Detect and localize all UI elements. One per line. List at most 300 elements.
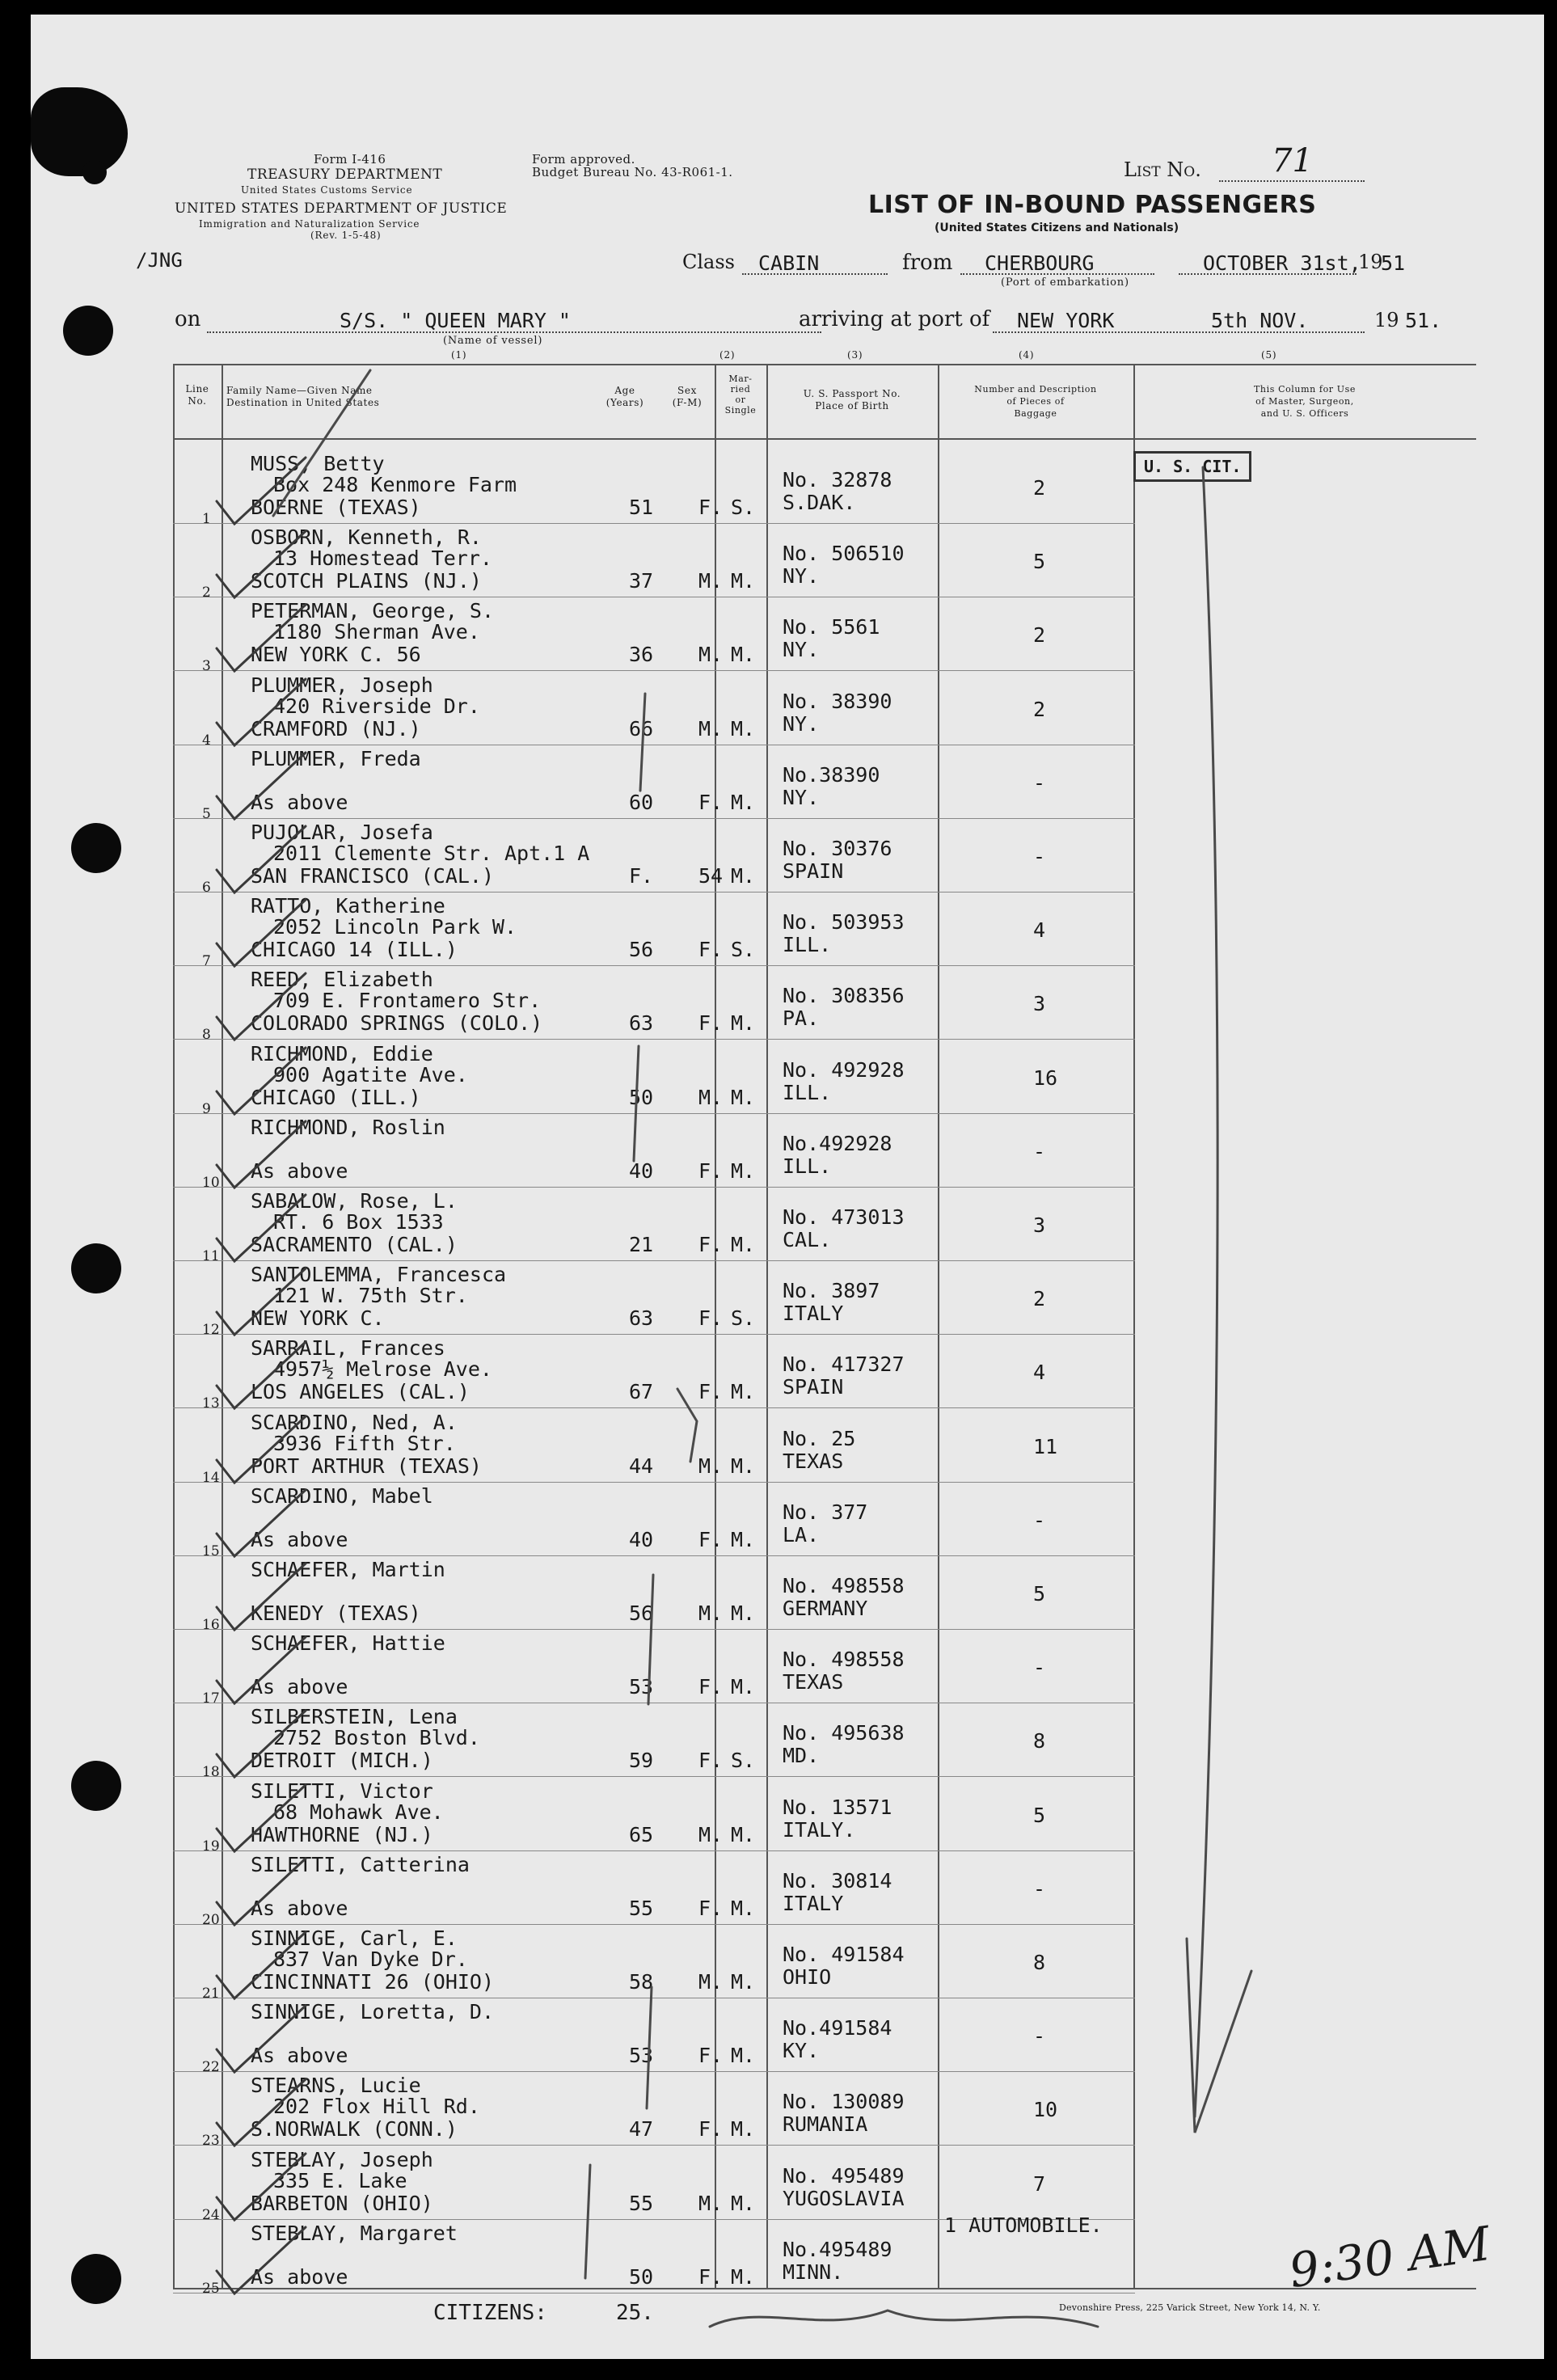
passenger-name: SCHAEFER, Martin: [251, 1558, 445, 1581]
age: 60: [629, 791, 654, 814]
destination: BARBETON (OHIO): [251, 2192, 433, 2215]
passenger-name: SILETTI, Victor: [251, 1779, 433, 1803]
form-approved: Form approved.: [532, 152, 635, 167]
passport-number: No. 30376: [783, 837, 892, 860]
passenger-name: STEBLAY, Joseph: [251, 2148, 433, 2171]
passenger-name: RICHMOND, Eddie: [251, 1042, 433, 1066]
address-line-1: 2011 Clemente Str. Apt.1 A: [273, 842, 590, 865]
passport-number: No. 498558: [783, 1648, 905, 1671]
address-line-1: 837 Van Dyke Dr.: [273, 1947, 468, 1971]
passenger-name: OSBORN, Kenneth, R.: [251, 525, 482, 549]
port-of-embarkation: CHERBOURG: [985, 251, 1095, 275]
passport-number: No. 473013: [783, 1205, 905, 1229]
col-num-4: (4): [1019, 349, 1035, 361]
on-label: on: [175, 307, 201, 331]
marital-status: M.: [731, 1970, 756, 1994]
marital-status: M.: [731, 864, 756, 888]
marital-status: M.: [731, 2044, 756, 2067]
printer-imprint: Devonshire Press, 225 Varick Street, New York 14, N. Y.: [1059, 2302, 1321, 2313]
col-header-line: Line No.: [185, 383, 209, 407]
age: 44: [629, 1454, 654, 1478]
destination: SACRAMENTO (CAL.): [251, 1233, 458, 1256]
arrival-port: NEW YORK: [1017, 309, 1115, 332]
sex: M.: [698, 1823, 724, 1846]
passport-number: No. 492928: [783, 1058, 905, 1082]
baggage-count: -: [1033, 2024, 1046, 2048]
passenger-name: SCHAEFER, Hattie: [251, 1631, 445, 1655]
address-line-1: RT. 6 Box 1533: [273, 1210, 444, 1234]
address-line-1: 335 E. Lake: [273, 2169, 407, 2192]
passport-number: No. 38390: [783, 690, 892, 713]
line-number: 19: [202, 1838, 220, 1855]
baggage-count: 7: [1033, 2172, 1046, 2196]
treasury-dept: TREASURY DEPARTMENT: [247, 167, 443, 183]
pencil-bar: [585, 2165, 590, 2278]
line-number: 16: [202, 1617, 220, 1633]
page-subtitle: (United States Citizens and Nationals): [935, 222, 1179, 234]
col-header-name: Family Name—Given Name Destination in United States: [226, 385, 380, 408]
line-number: 3: [202, 658, 211, 674]
col-header-age: Age (Years): [606, 385, 644, 408]
destination: CHICAGO (ILL.): [251, 1086, 421, 1109]
page-title: LIST OF IN-BOUND PASSENGERS: [868, 191, 1317, 219]
baggage-count: 10: [1033, 2098, 1058, 2121]
sex: F.: [698, 496, 724, 519]
arriving-label: arriving at port of: [799, 307, 990, 331]
arrival-date: 5th NOV.: [1211, 309, 1309, 332]
citizens-count: 25.: [616, 2301, 654, 2325]
marital-status: S.: [731, 938, 756, 961]
sex: 54: [698, 864, 724, 888]
line-number: 18: [202, 1764, 220, 1780]
passport-number: No. 506510: [783, 542, 905, 565]
passport-number: No.491584: [783, 2016, 892, 2040]
place-of-birth: RUMANIA: [783, 2112, 868, 2136]
embark-date: OCTOBER 31st,: [1203, 251, 1361, 275]
line-number: 17: [202, 1690, 220, 1707]
marital-status: M.: [731, 1823, 756, 1846]
baggage-count: -: [1033, 1877, 1046, 1901]
list-number: 71: [1272, 142, 1313, 179]
marital-status: M.: [731, 1011, 756, 1035]
place-of-birth: NY.: [783, 786, 820, 809]
address-line-1: 1180 Sherman Ave.: [273, 620, 480, 644]
destination: NEW YORK C.: [251, 1306, 385, 1330]
place-of-birth: ITALY: [783, 1892, 844, 1915]
address-line-1: 900 Agatite Ave.: [273, 1063, 468, 1087]
place-of-birth: KY.: [783, 2039, 820, 2062]
sex: F.: [698, 938, 724, 961]
passport-number: No. 495489: [783, 2164, 905, 2188]
marital-status: S.: [731, 1749, 756, 1772]
col-header-officers: This Column for Use of Master, Surgeon, and U. S. Officers: [1253, 384, 1356, 419]
sex: F.: [698, 1011, 724, 1035]
age: 53: [629, 1675, 654, 1698]
line-number: 14: [202, 1470, 220, 1486]
age: 58: [629, 1970, 654, 1994]
destination: PORT ARTHUR (TEXAS): [251, 1454, 482, 1478]
line-number: 7: [202, 953, 211, 969]
age: 51: [629, 496, 654, 519]
destination: CRAMFORD (NJ.): [251, 717, 421, 741]
budget-bureau: Budget Bureau No. 43-R061-1.: [532, 165, 733, 179]
baggage-count: 2: [1033, 476, 1046, 500]
sex: M.: [698, 1601, 724, 1625]
embark-caption: (Port of embarkation): [1001, 276, 1129, 289]
pencil-bar: [640, 694, 645, 791]
passport-number: No. 503953: [783, 910, 905, 934]
passport-number: No. 25: [783, 1427, 856, 1450]
marital-status: M.: [731, 1528, 756, 1551]
vessel-caption: (Name of vessel): [443, 335, 543, 347]
age: 40: [629, 1528, 654, 1551]
place-of-birth: S.DAK.: [783, 491, 856, 514]
baggage-count: -: [1033, 845, 1046, 868]
passenger-name: STEBLAY, Margaret: [251, 2222, 458, 2245]
sex: M.: [698, 1086, 724, 1109]
age: 55: [629, 1897, 654, 1920]
baggage-count: 11: [1033, 1435, 1058, 1458]
marital-status: M.: [731, 1897, 756, 1920]
citizens-label: CITIZENS:: [433, 2301, 547, 2325]
age: 63: [629, 1011, 654, 1035]
passport-number: No. 130089: [783, 2090, 905, 2113]
class-label: Class: [682, 251, 735, 273]
line-number: 25: [202, 2281, 220, 2297]
embark-year: 51: [1381, 251, 1406, 275]
place-of-birth: ILL.: [783, 1081, 832, 1104]
passenger-name: SILETTI, Catterina: [251, 1853, 470, 1876]
marital-status: M.: [731, 2117, 756, 2141]
passport-number: No. 498558: [783, 1574, 905, 1597]
baggage-count: -: [1033, 1656, 1046, 1679]
marital-status: S.: [731, 1306, 756, 1330]
place-of-birth: SPAIN: [783, 1375, 844, 1399]
sex: M.: [698, 643, 724, 666]
line-number: 9: [202, 1101, 211, 1117]
pencil-slash: [273, 370, 370, 516]
destination: BOERNE (TEXAS): [251, 496, 421, 519]
marital-status: M.: [731, 1086, 756, 1109]
place-of-birth: YUGOSLAVIA: [783, 2187, 905, 2210]
sex: M.: [698, 1970, 724, 1994]
baggage-count: -: [1033, 1140, 1046, 1163]
arrival-year-prefix: 19: [1374, 309, 1399, 331]
passport-number: No.492928: [783, 1132, 892, 1155]
marital-status: M.: [731, 2265, 756, 2289]
age: 47: [629, 2117, 654, 2141]
destination: SAN FRANCISCO (CAL.): [251, 864, 495, 888]
marital-status: M.: [731, 2192, 756, 2215]
destination: DETROIT (MICH.): [251, 1749, 433, 1772]
passenger-name: PUJOLAR, Josefa: [251, 821, 433, 844]
line-number: 20: [202, 1912, 220, 1928]
marital-status: S.: [731, 496, 756, 519]
col-num-1: (1): [451, 349, 467, 361]
age: F.: [629, 864, 654, 888]
line-number: 24: [202, 2207, 220, 2223]
address-line-1: 3936 Fifth Str.: [273, 1432, 456, 1455]
destination: SCOTCH PLAINS (NJ.): [251, 569, 482, 593]
line-number: 11: [202, 1248, 220, 1264]
sex: F.: [698, 1528, 724, 1551]
marital-status: M.: [731, 791, 756, 814]
embark-year-prefix: 19: [1358, 251, 1383, 273]
passenger-name: SINNIGE, Carl, E.: [251, 1926, 458, 1950]
passenger-name: SARRAIL, Frances: [251, 1336, 445, 1360]
line-number: 15: [202, 1543, 220, 1559]
line-number: 12: [202, 1322, 220, 1338]
baggage-count: 3: [1033, 992, 1046, 1015]
passport-number: No. 32878: [783, 468, 892, 492]
pencil-bar: [647, 1987, 652, 2108]
marital-status: M.: [731, 1454, 756, 1478]
age: 21: [629, 1233, 654, 1256]
line-number: 8: [202, 1027, 211, 1043]
address-line-1: 709 E. Frontamero Str.: [273, 989, 542, 1012]
ins-service: Immigration and Naturalization Service: [199, 218, 420, 230]
marital-status: M.: [731, 717, 756, 741]
place-of-birth: LA.: [783, 1523, 820, 1547]
sex: F.: [698, 1749, 724, 1772]
marital-status: M.: [731, 1601, 756, 1625]
passport-number: No. 491584: [783, 1943, 905, 1966]
passport-number: No. 417327: [783, 1352, 905, 1376]
sex: F.: [698, 2117, 724, 2141]
pencil-bar: [648, 1575, 653, 1704]
place-of-birth: NY.: [783, 564, 820, 588]
destination: As above: [251, 1897, 348, 1920]
sex: F.: [698, 2265, 724, 2289]
passport-number: No. 30814: [783, 1869, 892, 1893]
sex: F.: [698, 1306, 724, 1330]
form-number: Form I-416: [314, 152, 386, 167]
col-num-2: (2): [719, 349, 736, 361]
place-of-birth: OHIO: [783, 1965, 832, 1989]
place-of-birth: ILL.: [783, 1154, 832, 1178]
passenger-name: RATTO, Katherine: [251, 894, 445, 918]
col-num-5: (5): [1261, 349, 1277, 361]
passenger-name: MUSS, Betty: [251, 452, 385, 475]
passenger-name: SABALOW, Rose, L.: [251, 1189, 458, 1213]
line-number: 10: [202, 1175, 220, 1191]
line-number: 6: [202, 880, 211, 896]
list-no-label: List No.: [1124, 158, 1201, 181]
place-of-birth: PA.: [783, 1006, 820, 1030]
age: 55: [629, 2192, 654, 2215]
line-number: 22: [202, 2059, 220, 2075]
sex: F.: [698, 1675, 724, 1698]
passenger-name: REED, Elizabeth: [251, 968, 433, 991]
place-of-birth: ITALY.: [783, 1818, 856, 1842]
destination: HAWTHORNE (NJ.): [251, 1823, 433, 1846]
passenger-name: PLUMMER, Joseph: [251, 673, 433, 697]
customs-service: United States Customs Service: [241, 184, 413, 196]
baggage-count: 8: [1033, 1951, 1046, 1974]
place-of-birth: NY.: [783, 638, 820, 661]
marital-status: M.: [731, 1675, 756, 1698]
destination: CHICAGO 14 (ILL.): [251, 938, 458, 961]
place-of-birth: GERMANY: [783, 1597, 868, 1620]
age: 40: [629, 1159, 654, 1183]
address-line-1: 2052 Lincoln Park W.: [273, 915, 517, 939]
passenger-name: PLUMMER, Freda: [251, 747, 421, 770]
passenger-name: SILBERSTEIN, Lena: [251, 1705, 458, 1728]
marital-status: M.: [731, 1380, 756, 1403]
age: 50: [629, 1086, 654, 1109]
destination: As above: [251, 1159, 348, 1183]
destination: As above: [251, 2044, 348, 2067]
sex: F.: [698, 791, 724, 814]
address-line-1: 13 Homestead Terr.: [273, 546, 492, 570]
arrival-time-note: 9:30 AM: [1285, 2215, 1494, 2299]
marital-status: M.: [731, 569, 756, 593]
place-of-birth: TEXAS: [783, 1670, 844, 1694]
baggage-count: 16: [1033, 1066, 1058, 1090]
col-header-passport: U. S. Passport No. Place of Birth: [803, 388, 901, 411]
address-line-1: Box 248 Kenmore Farm: [273, 473, 517, 496]
place-of-birth: ITALY: [783, 1302, 844, 1325]
passenger-name: SINNIGE, Loretta, D.: [251, 2000, 495, 2023]
line-number: 21: [202, 1985, 220, 2002]
class-value: CABIN: [758, 251, 820, 275]
place-of-birth: SPAIN: [783, 859, 844, 883]
sex: M.: [698, 1454, 724, 1478]
place-of-birth: TEXAS: [783, 1450, 844, 1473]
pencil-scribble: [677, 1389, 697, 1462]
baggage-count: 5: [1033, 1804, 1046, 1827]
arrival-year: 51.: [1405, 309, 1442, 332]
destination: As above: [251, 791, 348, 814]
pencil-bar: [634, 1046, 639, 1161]
col-header-married: Mar- ried or Single: [724, 373, 757, 416]
sex: F.: [698, 1897, 724, 1920]
passenger-name: STEARNS, Lucie: [251, 2074, 421, 2097]
age: 65: [629, 1823, 654, 1846]
line-number: 4: [202, 732, 211, 749]
line-number: 1: [202, 511, 211, 527]
destination: As above: [251, 2265, 348, 2289]
col-header-baggage: Number and Description of Pieces of Baggage: [974, 384, 1097, 419]
place-of-birth: NY.: [783, 712, 820, 736]
age: 63: [629, 1306, 654, 1330]
us-citizen-stamp: U. S. CIT.: [1133, 451, 1251, 482]
destination: LOS ANGELES (CAL.): [251, 1380, 470, 1403]
sex: F.: [698, 2044, 724, 2067]
passport-number: No. 495638: [783, 1721, 905, 1745]
place-of-birth: CAL.: [783, 1228, 832, 1251]
col-num-3: (3): [847, 349, 863, 361]
baggage-count: -: [1033, 771, 1046, 795]
sex: F.: [698, 1159, 724, 1183]
address-line-1: 202 Flox Hill Rd.: [273, 2095, 480, 2118]
destination: S.NORWALK (CONN.): [251, 2117, 458, 2141]
address-line-1: 68 Mohawk Ave.: [273, 1800, 444, 1824]
baggage-count: -: [1033, 1509, 1046, 1532]
age: 53: [629, 2044, 654, 2067]
justice-dept: UNITED STATES DEPARTMENT OF JUSTICE: [175, 200, 508, 217]
place-of-birth: MD.: [783, 1744, 820, 1767]
sex: M.: [698, 2192, 724, 2215]
age: 67: [629, 1380, 654, 1403]
baggage-count: 2: [1033, 623, 1046, 647]
passenger-name: PETERMAN, George, S.: [251, 599, 495, 622]
marital-status: M.: [731, 1159, 756, 1183]
destination: COLORADO SPRINGS (COLO.): [251, 1011, 543, 1035]
age: 50: [629, 2265, 654, 2289]
automobile-note: 1 AUTOMOBILE.: [944, 2213, 1103, 2237]
baggage-count: 5: [1033, 550, 1046, 573]
passenger-name: SANTOLEMMA, Francesca: [251, 1263, 507, 1286]
vessel-name: S/S. " QUEEN MARY ": [340, 309, 571, 332]
col-header-sex: Sex (F-M): [672, 385, 703, 408]
address-line-1: 121 W. 75th Str.: [273, 1284, 468, 1307]
age: 66: [629, 717, 654, 741]
signature-scrawl: [710, 2310, 1098, 2327]
age: 56: [629, 938, 654, 961]
passenger-name: SCARDINO, Mabel: [251, 1484, 433, 1508]
pencil-marks: [31, 15, 1544, 2359]
initials: /JNG: [136, 249, 183, 272]
marital-status: M.: [731, 1233, 756, 1256]
baggage-count: 2: [1033, 698, 1046, 721]
destination: NEW YORK C. 56: [251, 643, 421, 666]
line-number: 5: [202, 806, 211, 822]
revision: (Rev. 1-5-48): [310, 230, 382, 241]
marital-status: M.: [731, 643, 756, 666]
sex: M.: [698, 717, 724, 741]
passport-number: No. 377: [783, 1500, 868, 1524]
passenger-name: SCARDINO, Ned, A.: [251, 1411, 458, 1434]
baggage-count: 3: [1033, 1213, 1046, 1237]
line-number: 23: [202, 2133, 220, 2149]
passport-number: No. 308356: [783, 984, 905, 1007]
manifest-page: [31, 15, 1544, 2359]
place-of-birth: ILL.: [783, 933, 832, 956]
passport-number: No.38390: [783, 763, 880, 787]
place-of-birth: MINN.: [783, 2260, 844, 2284]
destination: KENEDY (TEXAS): [251, 1601, 421, 1625]
age: 36: [629, 643, 654, 666]
passport-number: No. 13571: [783, 1796, 892, 1819]
destination: As above: [251, 1675, 348, 1698]
address-line-1: 2752 Boston Blvd.: [273, 1726, 480, 1749]
pencil-long-line: [1195, 467, 1217, 2116]
baggage-count: 4: [1033, 1361, 1046, 1384]
baggage-count: 8: [1033, 1729, 1046, 1753]
passenger-name: RICHMOND, Roslin: [251, 1116, 445, 1139]
line-number: 13: [202, 1395, 220, 1412]
age: 59: [629, 1749, 654, 1772]
line-number: 2: [202, 584, 211, 601]
passport-number: No.495489: [783, 2238, 892, 2261]
address-line-1: 420 Riverside Dr.: [273, 694, 480, 718]
destination: As above: [251, 1528, 348, 1551]
address-line-1: 4957½ Melrose Ave.: [273, 1357, 492, 1381]
age: 56: [629, 1601, 654, 1625]
destination: CINCINNATI 26 (OHIO): [251, 1970, 495, 1994]
baggage-count: 4: [1033, 918, 1046, 942]
baggage-count: 2: [1033, 1287, 1046, 1310]
sex: M.: [698, 569, 724, 593]
from-label: from: [902, 251, 953, 275]
passport-number: No. 5561: [783, 615, 880, 639]
sex: F.: [698, 1233, 724, 1256]
age: 37: [629, 569, 654, 593]
sex: F.: [698, 1380, 724, 1403]
passport-number: No. 3897: [783, 1279, 880, 1302]
baggage-count: 5: [1033, 1582, 1046, 1606]
